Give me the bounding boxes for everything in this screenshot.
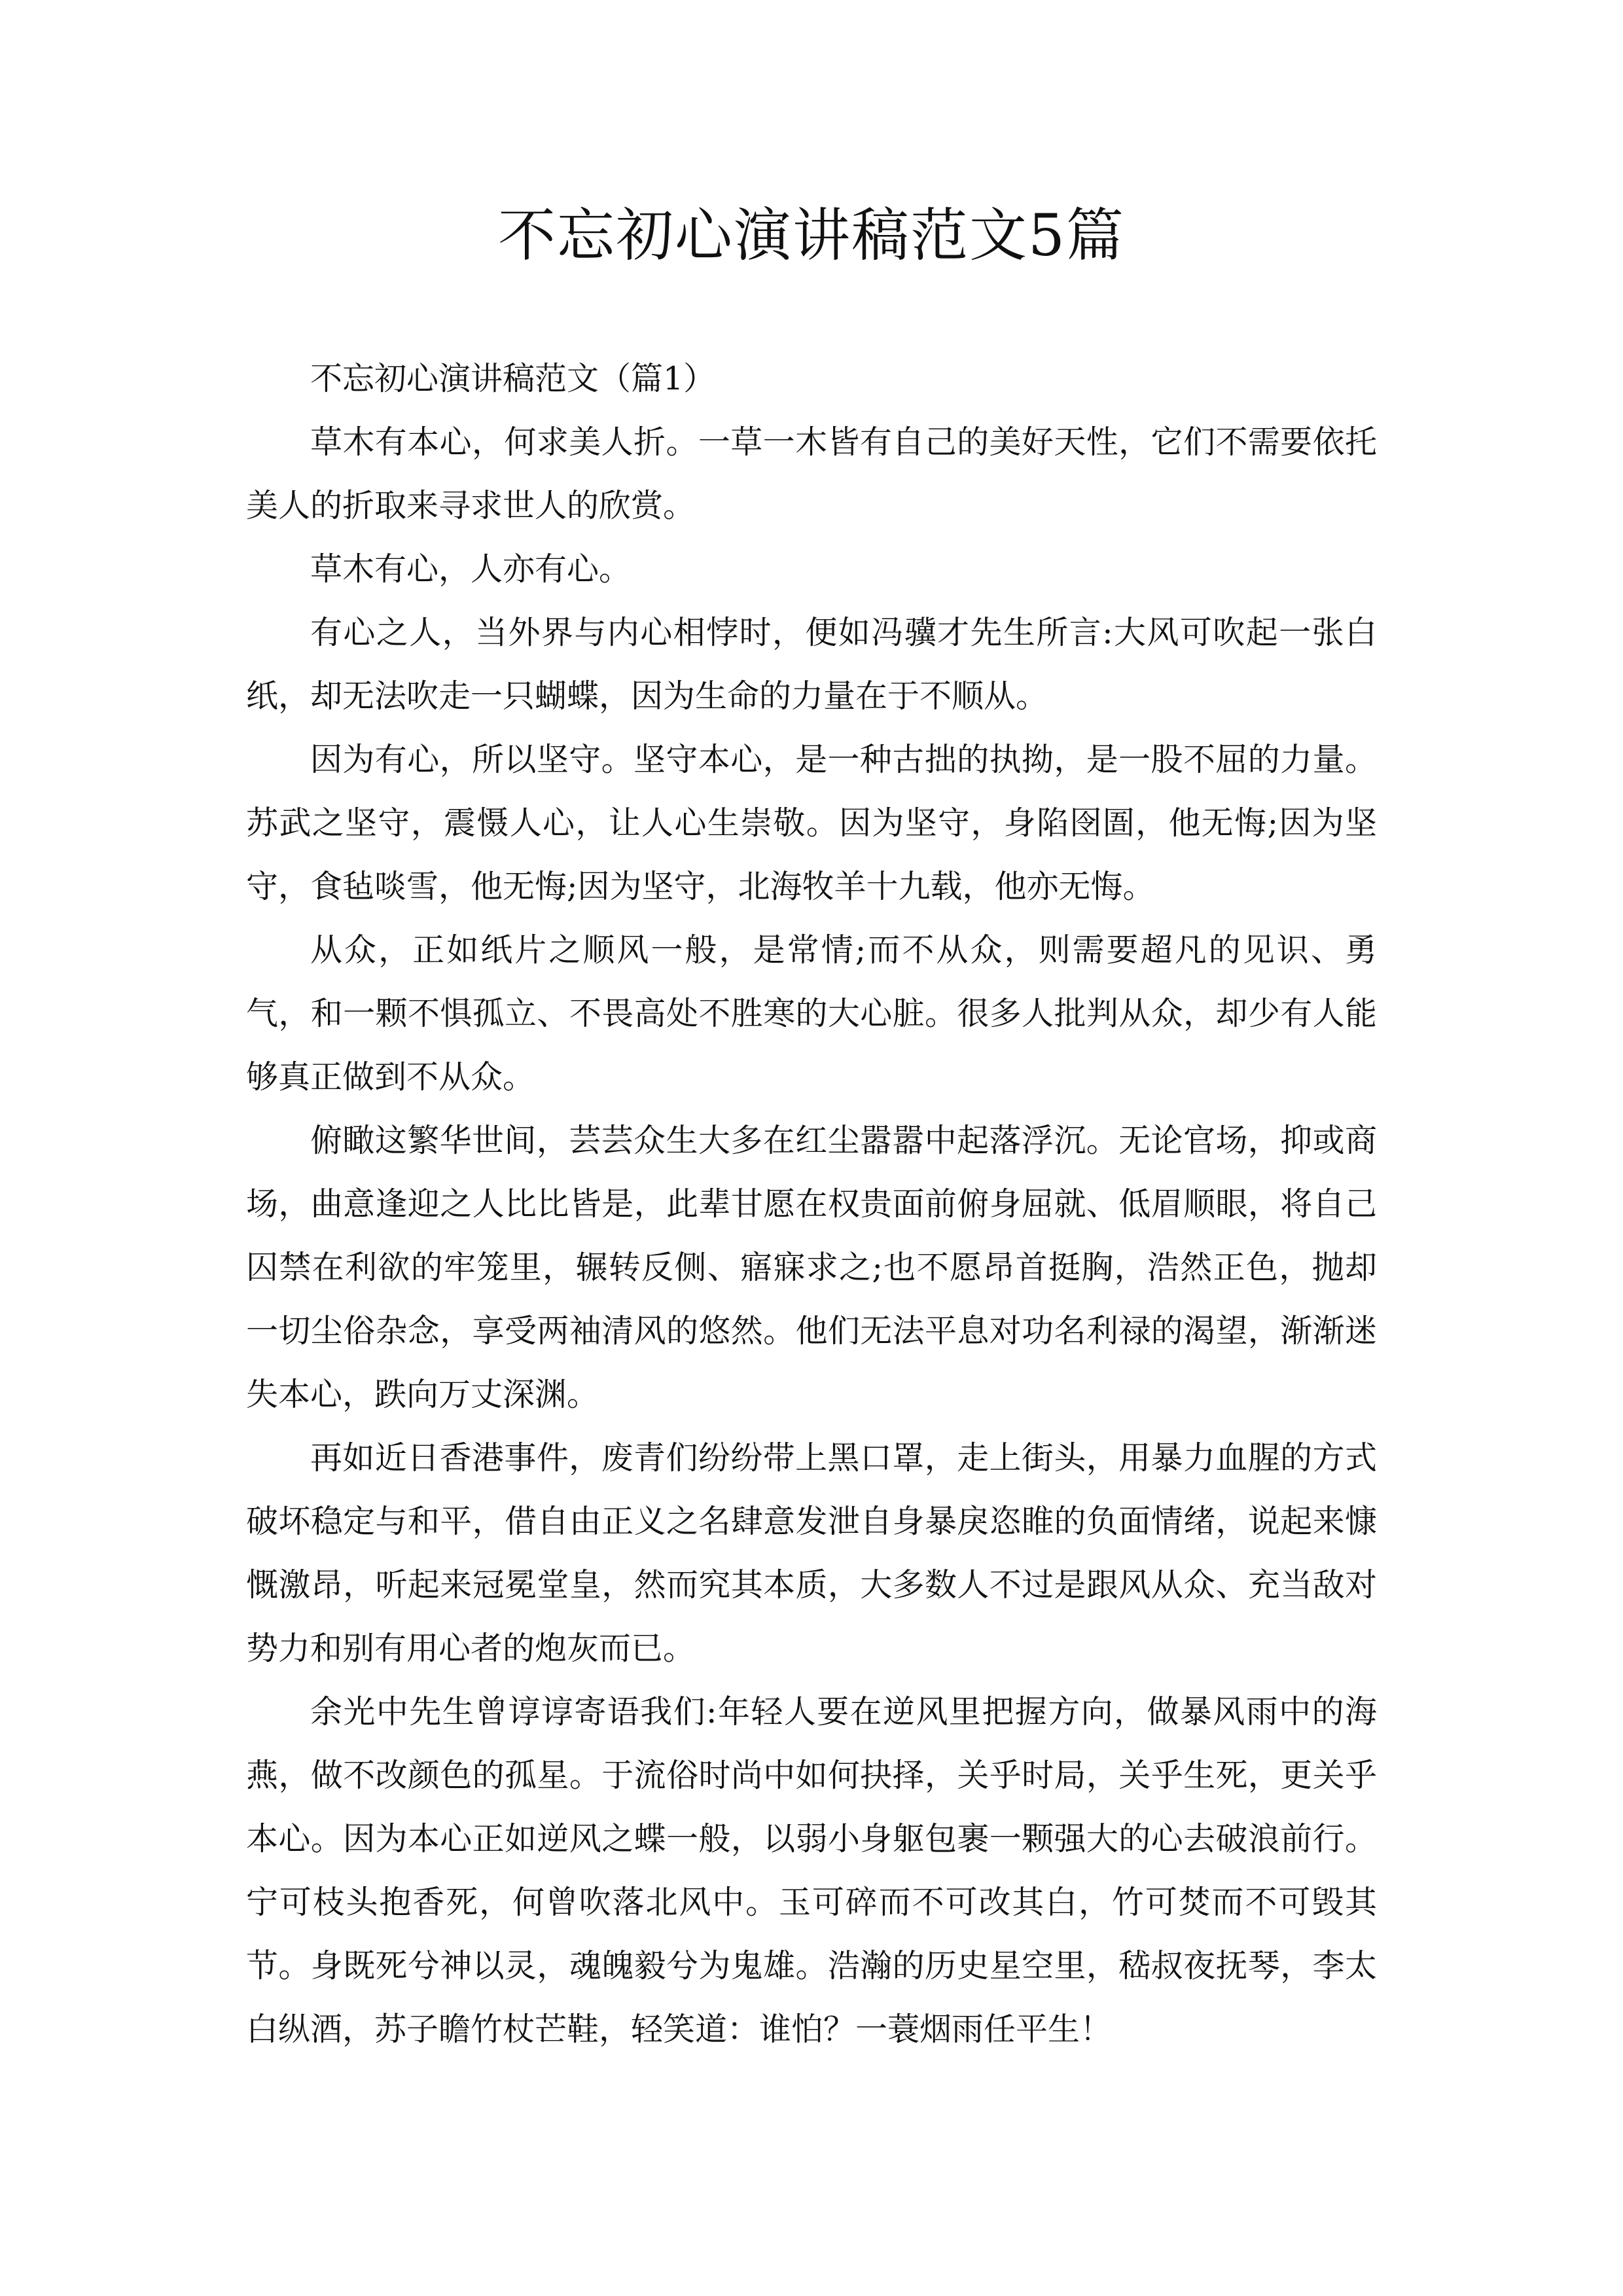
- document-title: 不忘初心演讲稿范文5篇: [498, 202, 1125, 269]
- paragraph: 因为有心，所以坚守。坚守本心，是一种古拙的执拗，是一股不屈的力量。苏武之坚守，震慑人心，让人心生崇敬。因为坚守，身陷囹圄，他无悔;因为坚守，食毡啖雪，他无悔;因为坚守，北海牧羊十九载，他亦无悔。: [246, 741, 1377, 905]
- paragraph: 草木有心，人亦有心。: [310, 550, 632, 588]
- paragraph: 从众，正如纸片之顺风一般，是常情;而不从众，则需要超凡的见识、勇气，和一颗不惧孤立、不畏高处不胜寒的大心脏。很多人批判从众，却少有人能够真正做到不从众。: [246, 931, 1377, 1096]
- paragraph-section-heading: 不忘初心演讲稿范文（篇1）: [310, 360, 716, 397]
- paragraph: 有心之人，当外界与内心相悖时，便如冯骥才先生所言:大风可吹起一张白纸，却无法吹走一只蝴蝶，因为生命的力量在于不顺从。: [246, 614, 1377, 715]
- paragraph: 俯瞰这繁华世间，芸芸众生大多在红尘嚣嚣中起落浮沉。无论官场，抑或商场，曲意逢迎之人比比皆是，此辈甘愿在权贵面前俯身屈就、低眉顺眼，将自己囚禁在利欲的牢笼里，辗转反侧、寤寐求之;也不愿昂首挺胸，浩然正色，抛却一切尘俗杂念，享受两袖清风的悠然。他们无法平息对功名利禄的渴望，渐渐迷失本心，跌向万丈深渊。: [246, 1122, 1377, 1413]
- paragraph: 再如近日香港事件，废青们纷纷带上黑口罩，走上街头，用暴力血腥的方式破坏稳定与和平，借自由正义之名肆意发泄自身暴戾恣睢的负面情绪，说起来慷慨激昂，听起来冠冕堂皇，然而究其本质，大多数人不过是跟风从众、充当敌对势力和别有用心者的炮灰而已。: [246, 1439, 1377, 1667]
- paragraph: 余光中先生曾谆谆寄语我们:年轻人要在逆风里把握方向，做暴风雨中的海燕，做不改颜色的孤星。于流俗时尚中如何抉择，关乎时局，关乎生死，更关乎本心。因为本心正如逆风之蝶一般，以弱小身躯包裹一颗强大的心去破浪前行。宁可枝头抱香死，何曾吹落北风中。玉可碎而不可改其白，竹可焚而不可毁其节。身既死兮神以灵，魂魄毅兮为鬼雄。浩瀚的历史星空里，嵇叔夜抚琴，李太白纵酒，苏子瞻竹杖芒鞋，轻笑道：谁怕？一蓑烟雨任平生！: [246, 1693, 1377, 2048]
- paragraph: 草木有本心，何求美人折。一草一木皆有自己的美好天性，它们不需要依托美人的折取来寻求世人的欣赏。: [246, 423, 1377, 524]
- document-body: [246, 347, 1377, 2061]
